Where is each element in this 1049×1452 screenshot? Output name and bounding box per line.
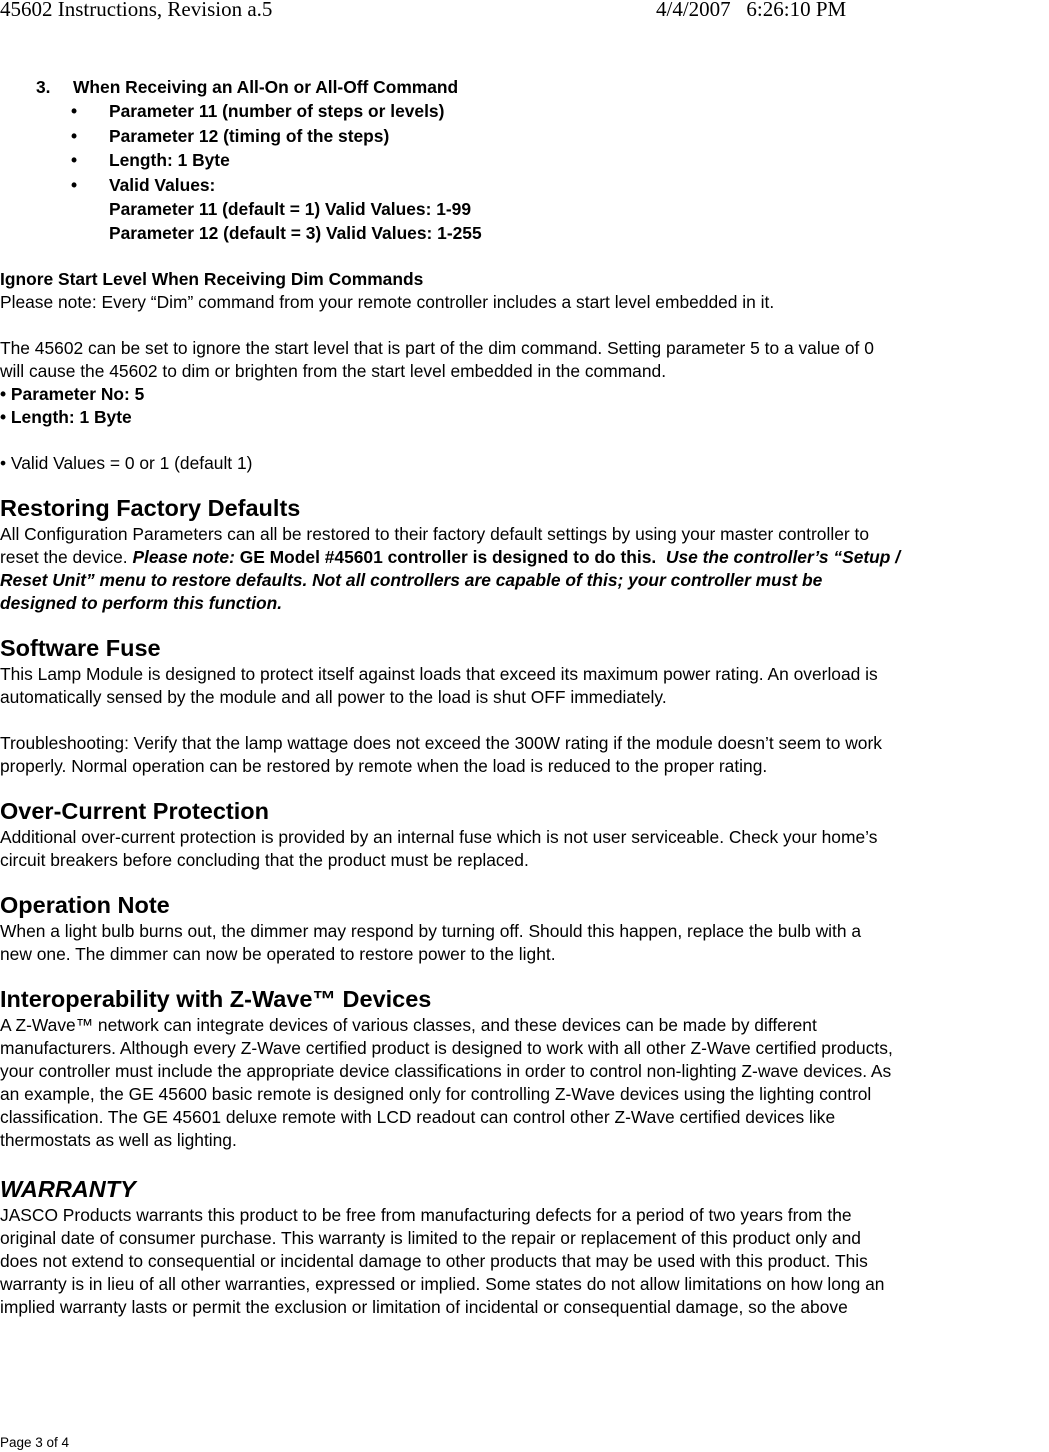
bullet-icon: • <box>71 125 78 146</box>
ignore-start-level-heading: Ignore Start Level When Receiving Dim Commands <box>0 269 424 289</box>
warranty-line: original date of consumer purchase. This warranty is limited to the repair or replacement of this product only and <box>0 1228 861 1248</box>
troubleshooting-line: Troubleshooting: Verify that the lamp wattage does not exceed the 300W rating if the module doesn’t seem to work <box>0 733 882 753</box>
interop-line: A Z-Wave™ network can integrate devices of various classes, and these devices can be made by different <box>0 1015 817 1035</box>
list-item: • Length: 1 Byte <box>0 148 1049 173</box>
valid-values-line: Parameter 12 (default = 3) Valid Values: 1-255 <box>109 223 482 243</box>
interop-line: your controller must include the appropriate device classifications in order to control non-lighting Z-wave devices. As <box>0 1061 892 1081</box>
restore-line: All Configuration Parameters can all be restored to their factory default settings by using your master controller to <box>0 524 869 544</box>
page-header <box>0 0 1049 25</box>
parameter-length: • Length: 1 Byte <box>0 407 132 427</box>
warranty-line: JASCO Products warrants this product to be free from manufacturing defects for a period of two years from the <box>0 1205 852 1225</box>
restore-line: designed to perform this function. <box>0 593 283 613</box>
warranty-line: implied warranty lasts or permit the exclusion or limitation of incidental or consequential damage, so the above <box>0 1297 848 1317</box>
warranty-line: warranty is in lieu of all other warranties, expressed or implied. Some states do not allow limitations on how long an <box>0 1274 885 1294</box>
ignore-paragraph-line: The 45602 can be set to ignore the start level that is part of the dim command. Setting parameter 5 to a value of 0 <box>0 338 874 358</box>
document-body <box>0 76 1049 1319</box>
warranty-line: does not extend to consequential or incidental damage to other products that may be used with this product. This <box>0 1251 868 1271</box>
restore-defaults-heading: Restoring Factory Defaults <box>0 495 301 521</box>
interop-line: thermostats as well as lighting. <box>0 1130 237 1150</box>
operation-note-heading: Operation Note <box>0 892 170 918</box>
document-revision: 45602 Instructions, Revision a.5 <box>0 0 273 21</box>
valid-values: • Valid Values = 0 or 1 (default 1) <box>0 453 253 473</box>
parameter-number: • Parameter No: 5 <box>0 384 145 404</box>
interop-line: an example, the GE 45600 basic remote is designed only for controlling Z-Wave devices using the lighting control <box>0 1084 872 1104</box>
over-current-line: circuit breakers before concluding that the product must be replaced. <box>0 850 529 870</box>
over-current-heading: Over-Current Protection <box>0 798 269 824</box>
warranty-heading: WARRANTY <box>0 1176 136 1202</box>
bullet-icon: • <box>71 174 78 195</box>
over-current-line: Additional over-current protection is provided by an internal fuse which is not user serviceable. Check your home’s <box>0 827 878 847</box>
software-fuse-heading: Software Fuse <box>0 635 161 661</box>
list-item: • Parameter 12 (timing of the steps) <box>0 124 1049 149</box>
page-number: Page 3 of 4 <box>0 1435 70 1450</box>
bullet-icon: • <box>71 101 78 121</box>
operation-line: When a light bulb burns out, the dimmer may respond by turning off. Should this happen, replace the bulb with a <box>0 921 862 941</box>
restore-line: reset the device. Please note: GE Model #45601 controller is designed to do this. Use the controller’s “Setup / <box>0 547 901 567</box>
operation-line: new one. The dimmer can now be operated to restore power to the light. <box>0 944 556 964</box>
section-3-title <box>0 76 1049 99</box>
section-number: 3. <box>36 77 51 97</box>
list-item: • Parameter 11 (number of steps or levels) <box>0 99 1049 124</box>
list-item: • Valid Values: <box>0 173 1049 198</box>
interop-line: classification. The GE 45601 deluxe remote with LCD readout can control other Z-Wave certified devices like <box>0 1107 836 1127</box>
troubleshooting-line: properly. Normal operation can be restored by remote when the load is reduced to the proper rating. <box>0 756 768 776</box>
fuse-line: This Lamp Module is designed to protect itself against loads that exceed its maximum power rating. An overload is <box>0 664 878 684</box>
ignore-note: Please note: Every “Dim” command from your remote controller includes a start level embedded in it. <box>0 292 775 312</box>
print-timestamp: 4/4/2007 6:26:10 PM <box>656 0 847 21</box>
interop-line: manufacturers. Although every Z-Wave certified product is designed to work with all other Z-Wave certified products, <box>0 1038 893 1058</box>
section-title: When Receiving an All-On or All-Off Command <box>73 77 459 97</box>
ignore-paragraph-line: will cause the 45602 to dim or brighten from the start level embedded in the command. <box>0 361 667 381</box>
restore-line: Reset Unit” menu to restore defaults. Not all controllers are capable of this; your controller must be <box>0 570 823 590</box>
interoperability-heading: Interoperability with Z-Wave™ Devices <box>0 986 432 1012</box>
fuse-line: automatically sensed by the module and all power to the load is shut OFF immediately. <box>0 687 667 707</box>
valid-values-line: Parameter 11 (default = 1) Valid Values: 1-99 <box>109 199 472 219</box>
bullet-icon: • <box>71 150 78 170</box>
